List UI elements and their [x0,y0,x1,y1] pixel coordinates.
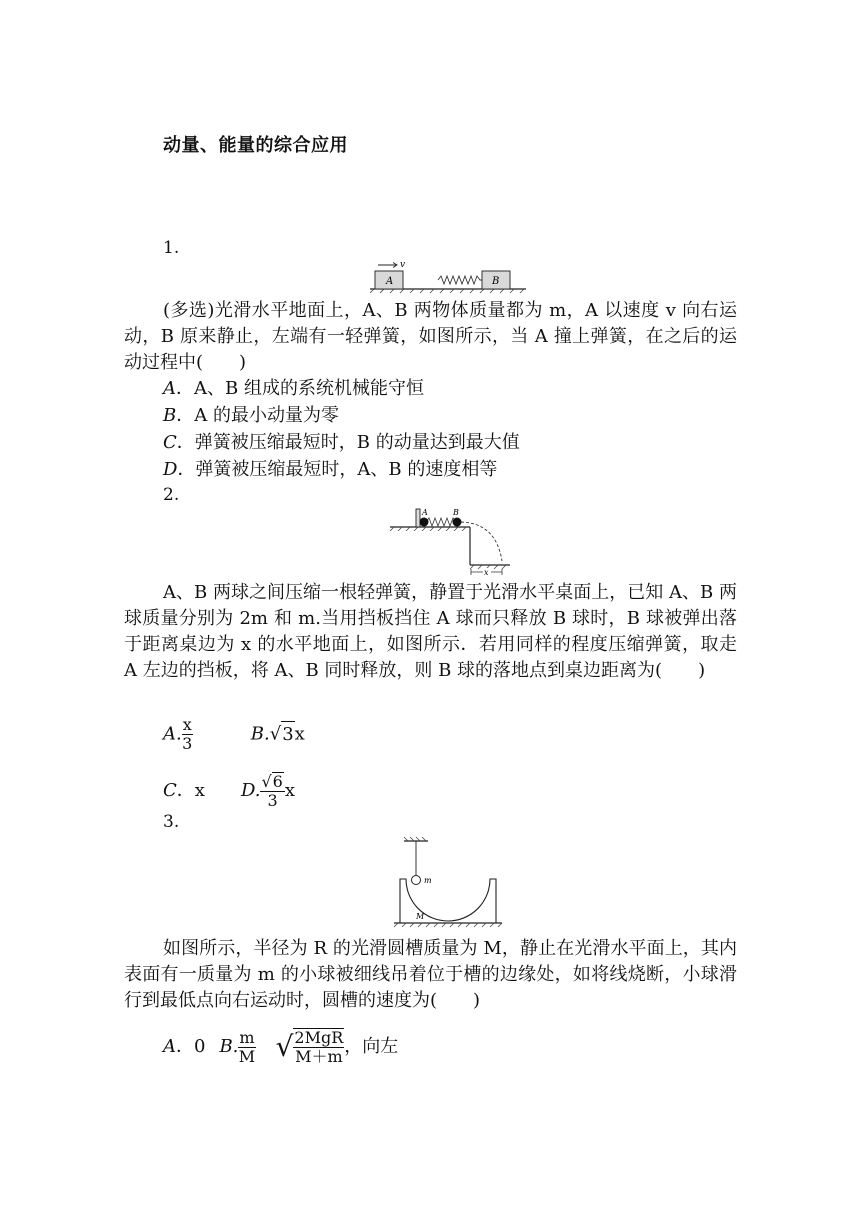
label-M: M [416,912,425,921]
question-1-option-c: C．弹簧被压缩最短时，B 的动量达到最大值 [163,432,520,453]
question-1-number: 1. [163,238,180,258]
question-2-option-c-d: C．x D. $\frac{√6}{3}$ x [163,772,295,810]
question-2-option-a-b: A. $\frac{x}{3}$ B.√3x [163,715,305,753]
label-block-b: B [492,276,500,287]
page-title: 动量、能量的综合应用 [163,135,348,156]
radical-fraction: $\frac{\text{2MgR}}{M+m}$ [294,1028,344,1066]
label-x: x [484,568,489,577]
label-v: v [400,260,406,270]
fraction-root6-over-3: $\frac{√6}{3}$ [261,772,283,810]
label-m: m [424,876,432,885]
fraction-m-over-M: $\frac{m}{M}$ [238,1027,256,1066]
question-3-text: 如图所示，半径为 R 的光滑圆槽质量为 M，静止在光滑水平面上，其内表面有一质量为 m 的小球被细线吊着位于槽的边缘处，如将线烧断，小球滑行到最低点向右运动时，圆槽的速度为( ) [124,938,737,1011]
question-1-option-b: B．A 的最小动量为零 [163,405,339,426]
question-3-number: 3. [163,812,180,832]
label-block-a: A [386,276,394,287]
question-1-text: (多选)光滑水平地面上，A、B 两物体质量都为 m，A 以速度 v 向右运动，B 原来静止，左端有一轻弹簧，如图所示，当 A 撞上弹簧，在之后的运动过程中( ) [124,300,737,373]
question-1-option-a: A．A、B 组成的系统机械能守恒 [163,378,424,399]
figure-bowl-ball [394,835,506,931]
figure-spring-blocks [370,258,530,294]
label-ball-a: A [422,508,428,517]
figure-table-spring-balls [388,505,518,577]
question-2-text: A、B 两球之间压缩一根轻弹簧，静置于光滑水平桌面上，已知 A、B 两球质量分别为 2m 和 m.当用挡板挡住 A 球而只释放 B 球时，B 球被弹出落于距离桌边为 x 的水平地面上，如图所示．若用同样的程度压缩弹簧，取走 A 左边的挡板，将 A、B 同时释放，则 B 球的落地点到桌边距离为( ) [124,582,737,681]
question-1-option-d: D．弹簧被压缩最短时，A、B 的速度相等 [163,459,498,480]
label-ball-b: B [453,508,459,517]
question-3-option-a-b: A．0 B. $\frac{m}{M}$ √ $\frac{\text{2MgR}}{M+m}$ ，向左 [163,1027,399,1066]
fraction-x-over-3: $\frac{x}{3}$ [182,715,193,753]
question-2-number: 2. [163,485,180,505]
